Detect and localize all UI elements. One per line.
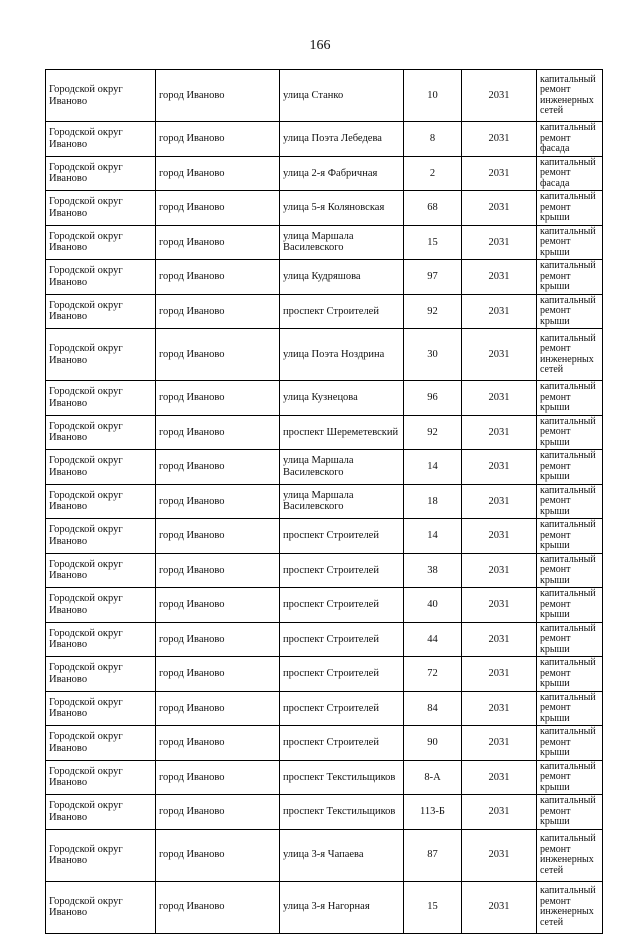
house-number-cell: 87 <box>404 829 462 881</box>
year-cell: 2031 <box>462 760 537 795</box>
city-cell: город Иваново <box>156 122 280 157</box>
table-row <box>46 415 603 450</box>
street-cell: улица Поэта Лебедева <box>280 122 404 157</box>
year-cell: 2031 <box>462 588 537 623</box>
table-row <box>46 156 603 191</box>
year-cell: 2031 <box>462 795 537 830</box>
street-cell: улица Кузнецова <box>280 381 404 416</box>
house-number-cell: 92 <box>404 294 462 329</box>
okrug-cell: Городской округ Иваново <box>46 795 156 830</box>
okrug-cell: Городской округ Иваново <box>46 70 156 122</box>
street-cell: улица Маршала Василевского <box>280 225 404 260</box>
house-number-cell: 18 <box>404 484 462 519</box>
house-number-cell: 2 <box>404 156 462 191</box>
city-cell: город Иваново <box>156 415 280 450</box>
city-cell: город Иваново <box>156 484 280 519</box>
okrug-cell: Городской округ Иваново <box>46 657 156 692</box>
table-row <box>46 70 603 122</box>
okrug-cell: Городской округ Иваново <box>46 881 156 933</box>
table-row <box>46 484 603 519</box>
work-type-cell: капитальный ремонт крыши <box>537 588 603 623</box>
city-cell: город Иваново <box>156 70 280 122</box>
street-cell: улица 5-я Коляновская <box>280 191 404 226</box>
okrug-cell: Городской округ Иваново <box>46 260 156 295</box>
work-type-cell: капитальный ремонт крыши <box>537 415 603 450</box>
year-cell: 2031 <box>462 484 537 519</box>
okrug-cell: Городской округ Иваново <box>46 381 156 416</box>
year-cell: 2031 <box>462 829 537 881</box>
work-type-cell: капитальный ремонт крыши <box>537 519 603 554</box>
street-cell: проспект Строителей <box>280 657 404 692</box>
street-cell: проспект Строителей <box>280 726 404 761</box>
city-cell: город Иваново <box>156 329 280 381</box>
okrug-cell: Городской округ Иваново <box>46 622 156 657</box>
street-cell: проспект Строителей <box>280 519 404 554</box>
house-number-cell: 14 <box>404 519 462 554</box>
work-type-cell: капитальный ремонт крыши <box>537 191 603 226</box>
okrug-cell: Городской округ Иваново <box>46 760 156 795</box>
okrug-cell: Городской округ Иваново <box>46 156 156 191</box>
work-type-cell: капитальный ремонт инженерных сетей <box>537 70 603 122</box>
year-cell: 2031 <box>462 691 537 726</box>
house-number-cell: 72 <box>404 657 462 692</box>
table-row <box>46 191 603 226</box>
table-row <box>46 795 603 830</box>
table-row <box>46 881 603 933</box>
work-type-cell: капитальный ремонт крыши <box>537 622 603 657</box>
page-number: 166 <box>309 38 331 53</box>
street-cell: улица 3-я Нагорная <box>280 881 404 933</box>
house-number-cell: 8 <box>404 122 462 157</box>
work-type-cell: капитальный ремонт крыши <box>537 294 603 329</box>
city-cell: город Иваново <box>156 726 280 761</box>
year-cell: 2031 <box>462 726 537 761</box>
work-type-cell: капитальный ремонт крыши <box>537 450 603 485</box>
city-cell: город Иваново <box>156 760 280 795</box>
house-number-cell: 15 <box>404 881 462 933</box>
city-cell: город Иваново <box>156 381 280 416</box>
work-type-cell: капитальный ремонт крыши <box>537 553 603 588</box>
street-cell: проспект Строителей <box>280 622 404 657</box>
okrug-cell: Городской округ Иваново <box>46 829 156 881</box>
year-cell: 2031 <box>462 294 537 329</box>
table-row <box>46 691 603 726</box>
street-cell: улица 2-я Фабричная <box>280 156 404 191</box>
work-type-cell: капитальный ремонт крыши <box>537 657 603 692</box>
work-type-cell: капитальный ремонт крыши <box>537 225 603 260</box>
work-type-cell: капитальный ремонт крыши <box>537 795 603 830</box>
okrug-cell: Городской округ Иваново <box>46 553 156 588</box>
okrug-cell: Городской округ Иваново <box>46 122 156 157</box>
street-cell: проспект Строителей <box>280 691 404 726</box>
year-cell: 2031 <box>462 70 537 122</box>
table-row <box>46 519 603 554</box>
year-cell: 2031 <box>462 450 537 485</box>
city-cell: город Иваново <box>156 553 280 588</box>
year-cell: 2031 <box>462 191 537 226</box>
table-row <box>46 294 603 329</box>
work-type-cell: капитальный ремонт крыши <box>537 726 603 761</box>
city-cell: город Иваново <box>156 260 280 295</box>
house-number-cell: 84 <box>404 691 462 726</box>
street-cell: улица 3-я Чапаева <box>280 829 404 881</box>
table-row <box>46 329 603 381</box>
work-type-cell: капитальный ремонт инженерных сетей <box>537 881 603 933</box>
street-cell: проспект Строителей <box>280 588 404 623</box>
housing-repair-table <box>45 69 603 934</box>
table-body <box>46 70 603 934</box>
city-cell: город Иваново <box>156 519 280 554</box>
city-cell: город Иваново <box>156 657 280 692</box>
street-cell: улица Станко <box>280 70 404 122</box>
year-cell: 2031 <box>462 881 537 933</box>
table-row <box>46 381 603 416</box>
table-row <box>46 760 603 795</box>
house-number-cell: 30 <box>404 329 462 381</box>
city-cell: город Иваново <box>156 622 280 657</box>
year-cell: 2031 <box>462 657 537 692</box>
work-type-cell: капитальный ремонт фасада <box>537 156 603 191</box>
table-row <box>46 726 603 761</box>
house-number-cell: 8-А <box>404 760 462 795</box>
street-cell: улица Поэта Ноздрина <box>280 329 404 381</box>
year-cell: 2031 <box>462 122 537 157</box>
city-cell: город Иваново <box>156 294 280 329</box>
year-cell: 2031 <box>462 381 537 416</box>
house-number-cell: 68 <box>404 191 462 226</box>
year-cell: 2031 <box>462 329 537 381</box>
city-cell: город Иваново <box>156 881 280 933</box>
house-number-cell: 44 <box>404 622 462 657</box>
year-cell: 2031 <box>462 415 537 450</box>
okrug-cell: Городской округ Иваново <box>46 225 156 260</box>
work-type-cell: капитальный ремонт крыши <box>537 760 603 795</box>
okrug-cell: Городской округ Иваново <box>46 329 156 381</box>
street-cell: проспект Текстильщиков <box>280 760 404 795</box>
table-row <box>46 260 603 295</box>
table-row <box>46 588 603 623</box>
okrug-cell: Городской округ Иваново <box>46 726 156 761</box>
house-number-cell: 10 <box>404 70 462 122</box>
street-cell: проспект Строителей <box>280 553 404 588</box>
okrug-cell: Городской округ Иваново <box>46 519 156 554</box>
house-number-cell: 90 <box>404 726 462 761</box>
street-cell: улица Маршала Василевского <box>280 484 404 519</box>
work-type-cell: капитальный ремонт фасада <box>537 122 603 157</box>
house-number-cell: 113-Б <box>404 795 462 830</box>
house-number-cell: 40 <box>404 588 462 623</box>
okrug-cell: Городской округ Иваново <box>46 191 156 226</box>
city-cell: город Иваново <box>156 691 280 726</box>
table-row <box>46 829 603 881</box>
street-cell: улица Маршала Василевского <box>280 450 404 485</box>
year-cell: 2031 <box>462 156 537 191</box>
year-cell: 2031 <box>462 260 537 295</box>
city-cell: город Иваново <box>156 795 280 830</box>
year-cell: 2031 <box>462 519 537 554</box>
work-type-cell: капитальный ремонт крыши <box>537 260 603 295</box>
house-number-cell: 38 <box>404 553 462 588</box>
city-cell: город Иваново <box>156 191 280 226</box>
work-type-cell: капитальный ремонт инженерных сетей <box>537 329 603 381</box>
table-row <box>46 450 603 485</box>
street-cell: проспект Шереметевский <box>280 415 404 450</box>
street-cell: проспект Текстильщиков <box>280 795 404 830</box>
city-cell: город Иваново <box>156 225 280 260</box>
work-type-cell: капитальный ремонт крыши <box>537 484 603 519</box>
city-cell: город Иваново <box>156 450 280 485</box>
house-number-cell: 97 <box>404 260 462 295</box>
okrug-cell: Городской округ Иваново <box>46 415 156 450</box>
work-type-cell: капитальный ремонт крыши <box>537 691 603 726</box>
work-type-cell: капитальный ремонт крыши <box>537 381 603 416</box>
table-row <box>46 553 603 588</box>
table-row <box>46 657 603 692</box>
okrug-cell: Городской округ Иваново <box>46 294 156 329</box>
year-cell: 2031 <box>462 553 537 588</box>
okrug-cell: Городской округ Иваново <box>46 691 156 726</box>
year-cell: 2031 <box>462 225 537 260</box>
house-number-cell: 96 <box>404 381 462 416</box>
okrug-cell: Городской округ Иваново <box>46 484 156 519</box>
house-number-cell: 14 <box>404 450 462 485</box>
table-row <box>46 225 603 260</box>
city-cell: город Иваново <box>156 829 280 881</box>
city-cell: город Иваново <box>156 156 280 191</box>
street-cell: улица Кудряшова <box>280 260 404 295</box>
street-cell: проспект Строителей <box>280 294 404 329</box>
house-number-cell: 92 <box>404 415 462 450</box>
table-row <box>46 622 603 657</box>
table-row <box>46 122 603 157</box>
year-cell: 2031 <box>462 622 537 657</box>
work-type-cell: капитальный ремонт инженерных сетей <box>537 829 603 881</box>
city-cell: город Иваново <box>156 588 280 623</box>
okrug-cell: Городской округ Иваново <box>46 450 156 485</box>
house-number-cell: 15 <box>404 225 462 260</box>
okrug-cell: Городской округ Иваново <box>46 588 156 623</box>
